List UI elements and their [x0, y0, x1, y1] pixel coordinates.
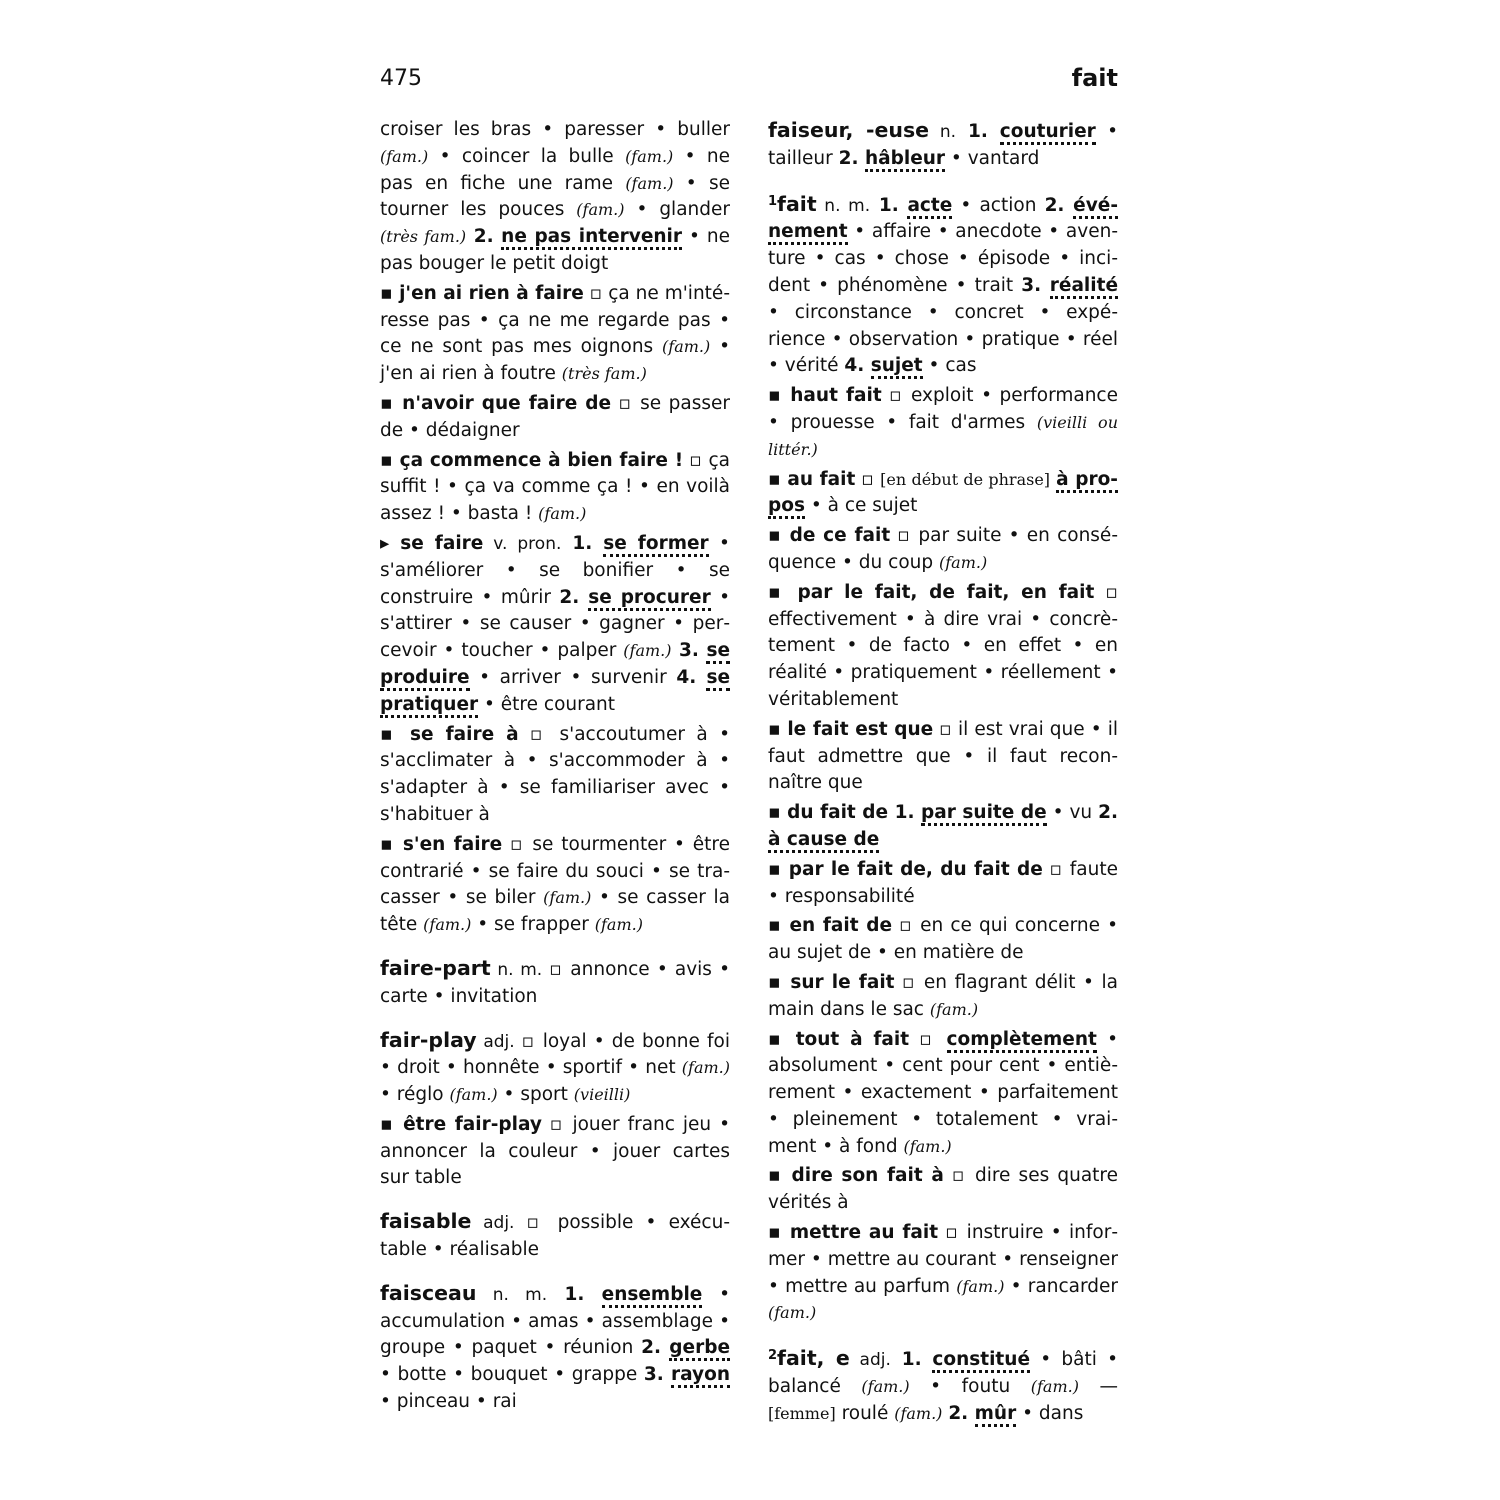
dictionary-entry [768, 189, 1118, 381]
entry-text: • affaire • anecdote • aventure • cas • chose • épisode • incident • phénomène • trait [768, 221, 1118, 296]
entry-text: ▫ en flagrant délit • la main dans le sac [768, 971, 1118, 1020]
phrase: ▪ dire son fait à [768, 1165, 944, 1187]
entry-text: • cas [922, 355, 977, 377]
entry-text: ▫ [855, 468, 881, 490]
entry-text: ▫ ça suffit ! • ça va comme ça ! • en voilà assez ! • basta ! [380, 449, 730, 525]
register-label: (fam.) [543, 888, 592, 908]
page-number: 475 [380, 66, 422, 91]
sense-number: 3. [671, 640, 707, 662]
right-column [768, 117, 1118, 1431]
homograph-number: 2 [768, 1348, 778, 1364]
register-label: (fam.) [929, 999, 979, 1019]
register-label: (fam.) [623, 641, 672, 661]
register-label: (fam.) [894, 1403, 943, 1423]
sub-entry [768, 913, 1118, 967]
grammar-label: adj. [849, 1350, 891, 1371]
phrase: ▪ par le fait de, du fait de [768, 858, 1043, 880]
entry-text: ▫ se passer de • dédaigner [380, 392, 730, 441]
entry-text: ▫ ça ne m'intéresse pas • ça ne me regarde pas • ce ne sont pas mes oignons [380, 282, 730, 358]
sub-entry [380, 391, 730, 445]
sense-number: 1. [890, 1349, 933, 1371]
sub-entry [380, 832, 730, 939]
dictionary-entry [768, 117, 1118, 173]
sense-keyword: réalité [1050, 275, 1118, 299]
sub-entry [768, 467, 1118, 521]
entry-text: • action [952, 194, 1045, 216]
sense-number: 1. [547, 1283, 602, 1305]
entry-text: • j'en ai rien à foutre [380, 336, 731, 385]
grammar-label: adj. [471, 1213, 515, 1234]
entry-text: • accumulation • amas • assemblage • groupe • paquet • réunion [380, 1283, 730, 1359]
sense-keyword: mûr [975, 1403, 1017, 1427]
sense-keyword: à cause de [768, 829, 879, 853]
sense-keyword: couturier [1000, 121, 1096, 145]
entry-text: ▫ faute • responsabilité [768, 858, 1118, 907]
entry-text: • à ce sujet [804, 495, 918, 517]
sense-keyword: ensemble [602, 1284, 703, 1308]
phrase: ▪ sur le fait [768, 971, 895, 993]
sub-entry [768, 1220, 1118, 1327]
phrase: ▪ être fair-play [380, 1113, 542, 1135]
register-label: (fam.) [423, 915, 472, 935]
entry-text: ▫ par suite • en conséquence • du coup [768, 525, 1118, 573]
sense-keyword: se former [603, 533, 708, 557]
entry-text: • s'attirer • se causer • gagner • percevoir • toucher • palper [380, 586, 731, 662]
entry-text: ▫ instruire • informer • mettre au courant • renseigner • mettre au parfum [768, 1222, 1118, 1297]
sense-keyword: se procurer [588, 587, 711, 611]
entry-text: • absolument • cent pour cent • entièrement • exactement • parfaitement • pleinement • totalement • vraiment • à fond [768, 1028, 1118, 1157]
sense-number: 2. [1044, 194, 1074, 216]
sub-entry [768, 717, 1118, 797]
sense-keyword: complètement [947, 1029, 1097, 1053]
phrase: ▪ n'avoir que faire de [380, 392, 612, 414]
register-label: (fam.) [903, 1136, 952, 1156]
entry-text: • se tourner les pouces [380, 172, 730, 221]
sense-keyword: à propos [768, 469, 1118, 520]
entry-text: ▫ annonce • avis • carte • invitation [380, 958, 730, 1007]
sense-number: 2. [641, 1337, 670, 1359]
entry-text: • ne pas en fiche une rame [380, 145, 731, 194]
entry-text: • pinceau • rai [380, 1391, 517, 1413]
headword: faire-part [380, 955, 491, 980]
sense-number: 2. [466, 226, 502, 248]
phrase: ▪ j'en ai rien à faire [380, 282, 584, 304]
sub-entry [768, 1163, 1118, 1217]
phrase: ▪ mettre au fait [768, 1222, 939, 1244]
entry-text: • coincer la bulle [428, 145, 626, 167]
grammar-label: n. [929, 122, 957, 142]
entry-text: • glander [624, 199, 730, 221]
sense-keyword: par suite de [921, 802, 1047, 826]
phrase: ▪ de ce fait [768, 525, 891, 547]
entry-text: ▫ se tourmenter • être contrarié • se faire du souci • se tracasser • se biler [380, 833, 731, 909]
sense-number: 3. [643, 1364, 672, 1386]
register-label: (fam.) [576, 200, 625, 220]
sense-number: 1. [956, 121, 1000, 142]
register-label: (très fam.) [380, 227, 467, 247]
entry-text: • dans [1016, 1402, 1084, 1424]
sub-entry [380, 281, 730, 388]
entry-text: — [1078, 1376, 1118, 1398]
headword: faisceau [380, 1280, 477, 1305]
register-label: (fam.) [939, 552, 988, 572]
sense-number: 2. [559, 586, 589, 608]
entry-text: • être courant [478, 693, 616, 715]
phrase: ▪ ça commence à bien faire ! [380, 449, 684, 471]
sense-keyword: se produire [380, 640, 730, 691]
register-label: (fam.) [625, 173, 674, 193]
entry-text: ▫ possible • exécutable • réalisable [380, 1212, 730, 1261]
sense-number: 1. [561, 532, 604, 554]
entry-text: • vu [1046, 802, 1099, 824]
sub-entry [768, 1027, 1118, 1161]
dictionary-entry [380, 1027, 730, 1109]
phrase: ▪ du fait de [768, 802, 889, 824]
homograph-number: 1 [768, 193, 778, 209]
register-label: (vieilli) [573, 1085, 631, 1105]
register-label: (fam.) [380, 146, 429, 166]
phrase: ▪ le fait est que [768, 718, 934, 740]
sense-number: 2. [838, 147, 865, 169]
sub-entry [380, 722, 730, 829]
entry-text: • réglo [380, 1084, 450, 1106]
entry-text: croiser les bras • paresser • buller [380, 119, 730, 140]
entry-text: • vantard [945, 147, 1040, 169]
register-label: (vieilli ou littér.) [768, 412, 1118, 459]
sense-number: 2. [1098, 802, 1118, 824]
grammar-label: n. m. [490, 959, 543, 980]
entry-text: • ne pas bouger le petit doigt [380, 226, 730, 274]
register-label: (fam.) [681, 1058, 730, 1078]
entry-text: roulé [835, 1402, 895, 1424]
entry-text: ▫ effectivement • à dire vrai • concrètement • de facto • en effet • en réalité • pratiquement • réellement • véritablement [768, 581, 1119, 710]
sense-number: 4. [676, 666, 707, 688]
entry-text: ▫ jouer franc jeu • annoncer la couleur • jouer cartes sur table [380, 1113, 730, 1189]
dictionary-entry [380, 955, 730, 1011]
entry-text: ▫ loyal • de bonne foi • droit • honnête • sportif • net [380, 1030, 731, 1079]
dictionary-entry [768, 1343, 1118, 1427]
sub-entry [768, 857, 1118, 911]
grammar-label: n. m. [816, 195, 871, 216]
entry-text: • bâti • balancé [768, 1349, 1118, 1398]
sense-number: 2. [948, 1402, 975, 1424]
sense-keyword: rayon [671, 1364, 730, 1388]
dictionary-entry [380, 1208, 730, 1264]
sub-entry [768, 970, 1118, 1024]
headword: faiseur, -euse [768, 118, 930, 142]
phrase: ▪ au fait [768, 468, 856, 490]
phrase: ▪ se faire à [380, 723, 519, 745]
context-note: [en début de phrase] [880, 469, 1051, 489]
entry-text: • rancarder [1004, 1275, 1118, 1297]
register-label: (fam.) [768, 1303, 817, 1323]
entry-text: ▫ dire ses quatre vérités à [768, 1165, 1118, 1214]
sub-entry [380, 531, 730, 719]
headword: fair-play [380, 1027, 477, 1052]
register-label: (fam.) [1030, 1377, 1079, 1397]
sense-keyword: événement [768, 195, 1118, 246]
headword: faisable [380, 1209, 472, 1234]
entry-text: • tailleur [768, 121, 1118, 169]
entry-text: ▫ en ce qui concerne • au sujet de • en matière de [768, 915, 1118, 964]
phrase: ▪ haut fait [768, 385, 882, 407]
entry-text: ▫ s'accoutumer à • s'acclimater à • s'accommoder à • s'adapter à • se familiariser avec • s'habituer à [380, 723, 731, 825]
running-head: fait [1071, 64, 1118, 92]
sense-number: 4. [844, 355, 871, 377]
entry-text: • circonstance • concret • expérience • observation • pratique • réel • vérité [768, 301, 1118, 377]
entry-text: • s'améliorer • se bonifier • se construire • mûrir [380, 532, 730, 608]
sub-entry [768, 580, 1118, 714]
sub-entry [768, 383, 1118, 463]
register-label: (fam.) [538, 504, 587, 524]
sense-keyword: sujet [871, 355, 923, 379]
entry-text: ▫ exploit • performance • prouesse • fait d'armes [768, 385, 1118, 433]
grammar-label: adj. [476, 1031, 515, 1052]
entry-text: • se frapper [471, 914, 595, 936]
sense-keyword: constitué [932, 1349, 1030, 1373]
entry-text: • se casser la tête [380, 887, 730, 936]
context-note: [femme] [768, 1403, 836, 1423]
sense-number: 3. [1021, 274, 1050, 296]
headword: fait, e [777, 1346, 850, 1371]
sense-keyword: hâbleur [865, 148, 945, 172]
sense-number: 1. [888, 802, 922, 824]
register-label: (fam.) [625, 146, 674, 166]
entry-text: ▫ [909, 1028, 947, 1050]
register-label: (très fam.) [561, 364, 647, 384]
sub-entry [380, 1112, 730, 1192]
entry-text: • foutu [909, 1376, 1031, 1398]
entry-text: • botte • bouquet • grappe [380, 1364, 644, 1386]
phrase: ▪ tout à fait [768, 1028, 910, 1050]
headword: fait [777, 191, 817, 216]
sub-entry [380, 448, 730, 528]
sub-entry [768, 523, 1118, 577]
entry-text: • arriver • survenir [469, 666, 677, 688]
phrase: ▪ en fait de [768, 915, 893, 937]
phrase: ▸ se faire [380, 532, 484, 554]
sense-keyword: acte [907, 195, 952, 219]
entry-text: ▫ il est vrai que • il faut admettre que • il faut reconnaître que [768, 718, 1118, 794]
register-label: (fam.) [662, 337, 711, 357]
sub-entry [768, 800, 1118, 854]
dictionary-entry [380, 1280, 730, 1416]
phrase: ▪ par le fait, de fait, en fait [768, 581, 1095, 603]
sense-number: 1. [870, 194, 908, 216]
register-label: (fam.) [594, 915, 643, 935]
left-column [380, 117, 730, 1419]
register-label: (fam.) [449, 1085, 498, 1105]
grammar-label: v. pron. [483, 533, 562, 554]
grammar-label: n. m. [476, 1284, 548, 1305]
entry-text: • sport [497, 1084, 574, 1106]
sense-keyword: se pratiquer [380, 667, 730, 718]
sense-keyword: ne pas intervenir [501, 226, 682, 250]
entry-continuation [380, 117, 730, 278]
register-label: (fam.) [861, 1377, 910, 1397]
phrase: ▪ s'en faire [380, 833, 503, 855]
sense-keyword: gerbe [669, 1337, 730, 1361]
register-label: (fam.) [956, 1276, 1005, 1296]
